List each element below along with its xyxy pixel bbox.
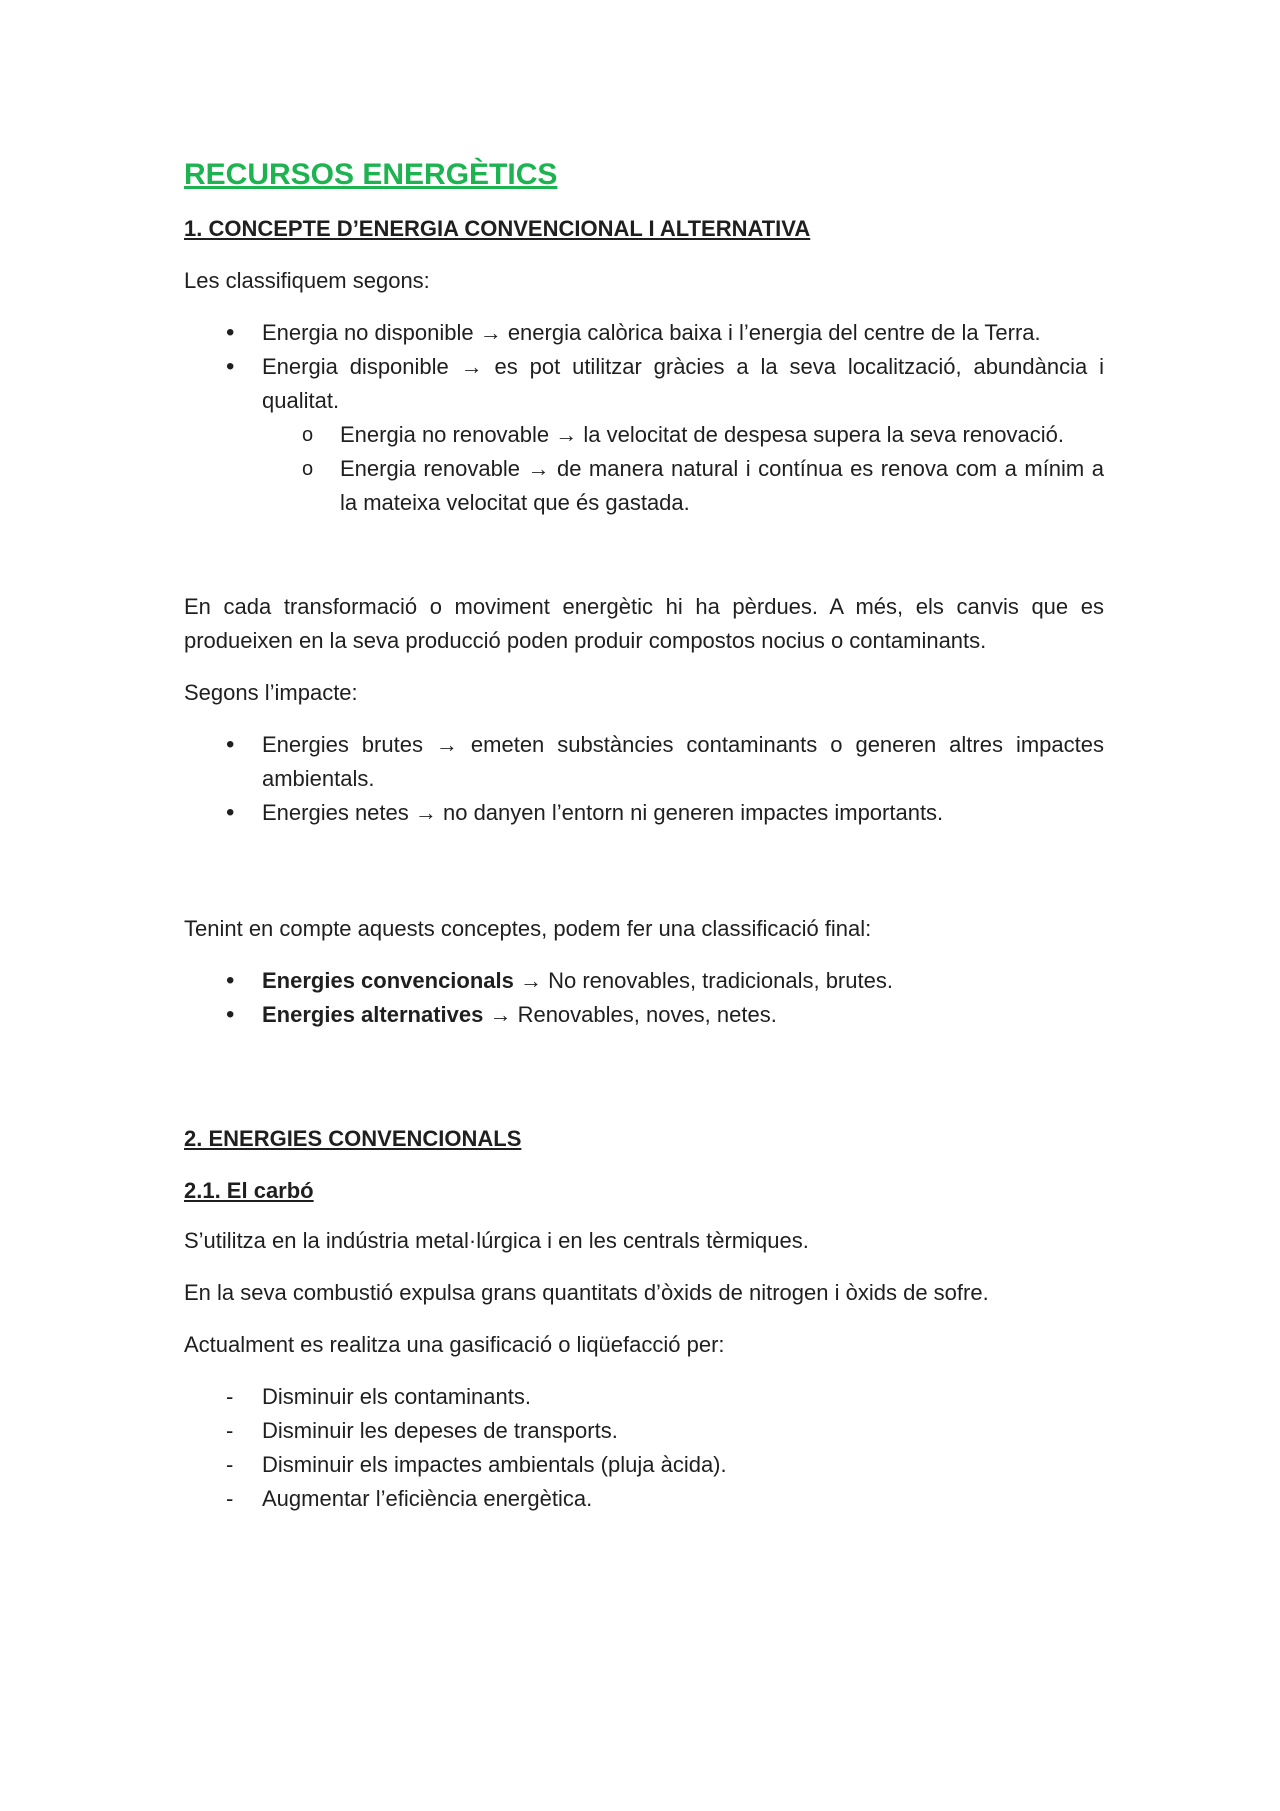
final-classification-list [184,964,1104,1032]
term-description: → No renovables, tradicionals, brutes. [513,968,893,993]
term-description: → Renovables, noves, netes. [483,1002,777,1027]
list-item: - Disminuir els contaminants. [184,1380,1104,1414]
sub-list-item: o Energia no renovable → la velocitat de despesa supera la seva renovació. [184,418,1104,452]
list-item: - Disminuir els impactes ambientals (pluja àcida). [184,1448,1104,1482]
coal-usage-paragraph: S’utilitza en la indústria metal·lúrgica i en les centrals tèrmiques. [184,1228,809,1253]
classification-intro: Les classifiquem segons: [184,268,430,293]
availability-list [184,316,1104,520]
impact-intro: Segons l’impacte: [184,680,358,705]
subsection-2-1-heading: 2.1. El carbó [184,1178,314,1203]
sub-list-item: o Energia renovable → de manera natural i contínua es renova com a mínim a la mateixa velocitat que és gastada. [184,452,1104,520]
document-title: RECURSOS ENERGÈTICS [184,158,558,191]
coal-process-paragraph: Actualment es realitza una gasificació o liqüefacció per: [184,1332,725,1357]
dash-list [184,1380,1104,1516]
list-item [184,964,1104,998]
document-page [184,150,1104,1534]
impact-list [184,728,1104,830]
list-item [184,998,1104,1032]
losses-paragraph: En cada transformació o moviment energètic hi ha pèrdues. A més, els canvis que es produeixen en la seva producció poden produir compostos nocius o contaminants. [184,594,1104,653]
list-item: - Disminuir les depeses de transports. [184,1414,1104,1448]
term: Energies alternatives [262,1002,484,1027]
list-item: • Energia disponible → es pot utilitzar gràcies a la seva localització, abundància i qualitat. [184,350,1104,418]
list-item: • Energies brutes → emeten substàncies contaminants o generen altres impactes ambientals. [184,728,1104,796]
term: Energies convencionals [262,968,514,993]
list-item: - Augmentar l’eficiència energètica. [184,1482,1104,1516]
list-item: • Energia no disponible → energia calòrica baixa i l’energia del centre de la Terra. [184,316,1104,350]
list-item: • Energies netes → no danyen l’entorn ni generen impactes importants. [184,796,1104,830]
final-classification-intro: Tenint en compte aquests conceptes, podem fer una classificació final: [184,916,872,941]
section-1-heading: 1. CONCEPTE D’ENERGIA CONVENCIONAL I ALTERNATIVA [184,216,811,241]
section-2-heading: 2. ENERGIES CONVENCIONALS [184,1126,522,1151]
coal-combustion-paragraph: En la seva combustió expulsa grans quantitats d’òxids de nitrogen i òxids de sofre. [184,1280,989,1305]
